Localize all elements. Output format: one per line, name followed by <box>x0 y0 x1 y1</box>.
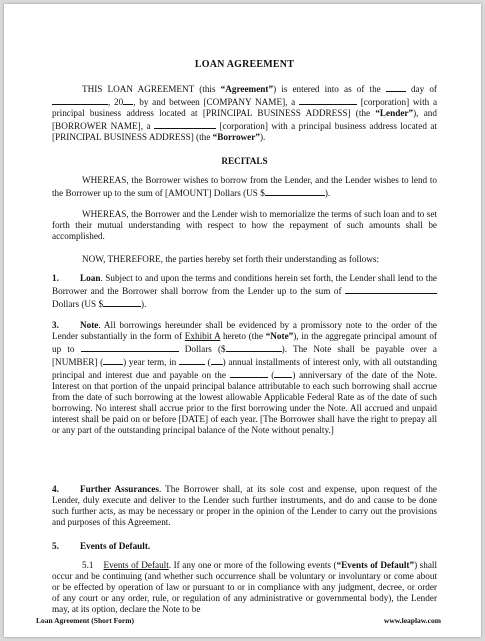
recitals-heading: RECITALS <box>221 156 268 166</box>
installments-number-blank[interactable] <box>211 355 223 365</box>
section-text: ) year term, in <box>123 357 179 367</box>
intro-text: THIS LOAN AGREEMENT (this <box>82 84 221 94</box>
section-text: ( <box>204 357 211 367</box>
document-page <box>4 4 481 637</box>
amount-blank[interactable] <box>265 186 325 196</box>
section-text: ). <box>141 299 147 309</box>
section-number: 5. <box>52 541 59 551</box>
intro-paragraph <box>52 82 437 143</box>
intro-text: [corporation] <box>360 97 410 107</box>
section-4 <box>52 484 437 528</box>
borrower-state-blank[interactable] <box>154 119 216 129</box>
whereas-text: WHEREAS, the Borrower wishes to borrow from the Lender, and the Lender wishes to lend to the Borrower up to the sum of [AMOUNT] Dollars (US $ <box>52 175 437 198</box>
exhibit-link[interactable]: Exhibit A <box>184 331 221 341</box>
section-text: Dollars (US $ <box>52 299 104 309</box>
anniversary-blank[interactable] <box>230 368 268 378</box>
section-heading: Events of Default <box>80 541 148 551</box>
note-term: “Note” <box>265 331 294 341</box>
document-title: LOAN AGREEMENT <box>194 59 295 70</box>
section-text: ) shall occur and be continuing (and whether such occurrence shall be voluntary or involuntary or come about or be effected by operation of law or pursuant to or in compliance with any judgment, decree, or order of any court or any order, rule, or regulation of any administrative or governmental body), the Lender may, at its option, declare the Note to be <box>52 560 438 614</box>
loan-usd-blank[interactable] <box>103 297 141 307</box>
intro-text: ) is entered into as of the <box>273 84 386 94</box>
section-heading-dot: . <box>147 541 151 551</box>
events-of-default-term: “Events of Default” <box>336 560 415 570</box>
loan-amount-blank[interactable] <box>345 284 437 294</box>
intro-text: day of <box>405 84 437 94</box>
principal-blank[interactable] <box>81 342 179 352</box>
whereas-paragraph-1 <box>52 175 437 199</box>
section-text: Dollars ($ <box>178 344 226 354</box>
state-blank[interactable] <box>299 95 357 105</box>
section-heading: Loan <box>80 273 101 283</box>
section-3 <box>52 320 437 436</box>
agreement-term: “Agreement” <box>220 84 274 94</box>
subsection-number: 5.1 <box>82 560 94 570</box>
section-text: ), in the aggregate principal amount of up to <box>52 331 437 354</box>
intro-text: ), and [BORROWER NAME], a <box>52 108 437 131</box>
section-text: ). The Note shall be payable over a [NUMBER] ( <box>52 344 438 367</box>
whereas-text: ). <box>324 188 331 198</box>
intro-text: [corporation] with a principal business address located at [PRINCIPAL BUSINESS ADDRESS] (the <box>52 121 437 142</box>
section-1 <box>52 273 437 310</box>
subsection-heading: Events of Default <box>103 560 169 570</box>
section-text: ) annual installments of interest only, with all outstanding principal and interest due and payable on the <box>52 357 437 380</box>
footer-left: Loan Agreement (Short Form) <box>36 616 134 625</box>
section-text: . If any one or more of the following events ( <box>168 560 337 570</box>
whereas-paragraph-2: WHEREAS, the Borrower and the Lender wish to memorialize the terms of such loan and to set forth their mutual understanding with respect to how the repayment of such amounts shall be accomplished. <box>52 209 437 241</box>
section-number: 1. <box>52 273 59 283</box>
section-heading: Note <box>80 320 99 330</box>
section-number: 4. <box>52 484 59 494</box>
now-therefore-paragraph: NOW, THEREFORE, the parties hereby set forth their understanding as follows: <box>82 254 380 264</box>
footer-right: www.leaplaw.com <box>383 616 441 625</box>
anniversary-number-blank[interactable] <box>274 368 292 378</box>
principal-usd-blank[interactable] <box>226 342 282 352</box>
section-text: . The Borrower shall, at its sole cost and expense, upon request of the Lender, duly execute and deliver to the Lender such further instruments, and do and cause to be done such further acts, as may be necessary or proper in the opinion of the Lender to carry out the provisions and purposes of this Agreement. <box>52 484 437 527</box>
term-number-blank[interactable] <box>103 355 123 365</box>
intro-text: , 20 <box>108 97 124 107</box>
section-5-1 <box>52 560 437 615</box>
section-5 <box>52 541 437 552</box>
intro-text: with a principal business address located at [PRINCIPAL BUSINESS ADDRESS] (the <box>52 97 438 118</box>
section-number: 3. <box>52 320 59 330</box>
intro-text: , by and between [COMPANY NAME], a <box>133 97 299 107</box>
lender-term: “Lender” <box>375 108 414 118</box>
day-blank[interactable] <box>386 82 406 92</box>
intro-text: ). <box>259 132 266 142</box>
month-blank[interactable] <box>52 95 108 105</box>
section-text: ( <box>267 370 275 380</box>
page-footer <box>36 616 441 625</box>
borrower-term: “Borrower” <box>212 132 260 142</box>
installments-blank[interactable] <box>179 355 205 365</box>
year-blank[interactable] <box>123 95 133 105</box>
section-text: . Subject to and upon the terms and conditions herein set forth, the Lender shall lend to the Borrower and the Borrower shall borrow from the Lender up to the sum of <box>52 273 437 296</box>
section-text: . All borrowings hereunder shall be evidenced by a promissory note to the order of the Lender substantially in the form of <box>52 320 437 341</box>
section-text: ) anniversary of the date of the Note. Interest on that portion of the unpaid principal balance attributable to each such borrowing shall accrue from the date of such borrowing at the lowest allowable Applicable Federal Rate as of the date of such borrowing. No interest shall accrue prior to the first borrowing under the Note. All accrued and unpaid interest shall be paid on or before [DATE] of each year. [The Borrower shall have the right to prepay all or any part of the outstanding principal balance of the Note without penalty.] <box>52 370 437 435</box>
section-heading: Further Assurances <box>80 484 159 494</box>
section-text: hereto (the <box>220 331 266 341</box>
